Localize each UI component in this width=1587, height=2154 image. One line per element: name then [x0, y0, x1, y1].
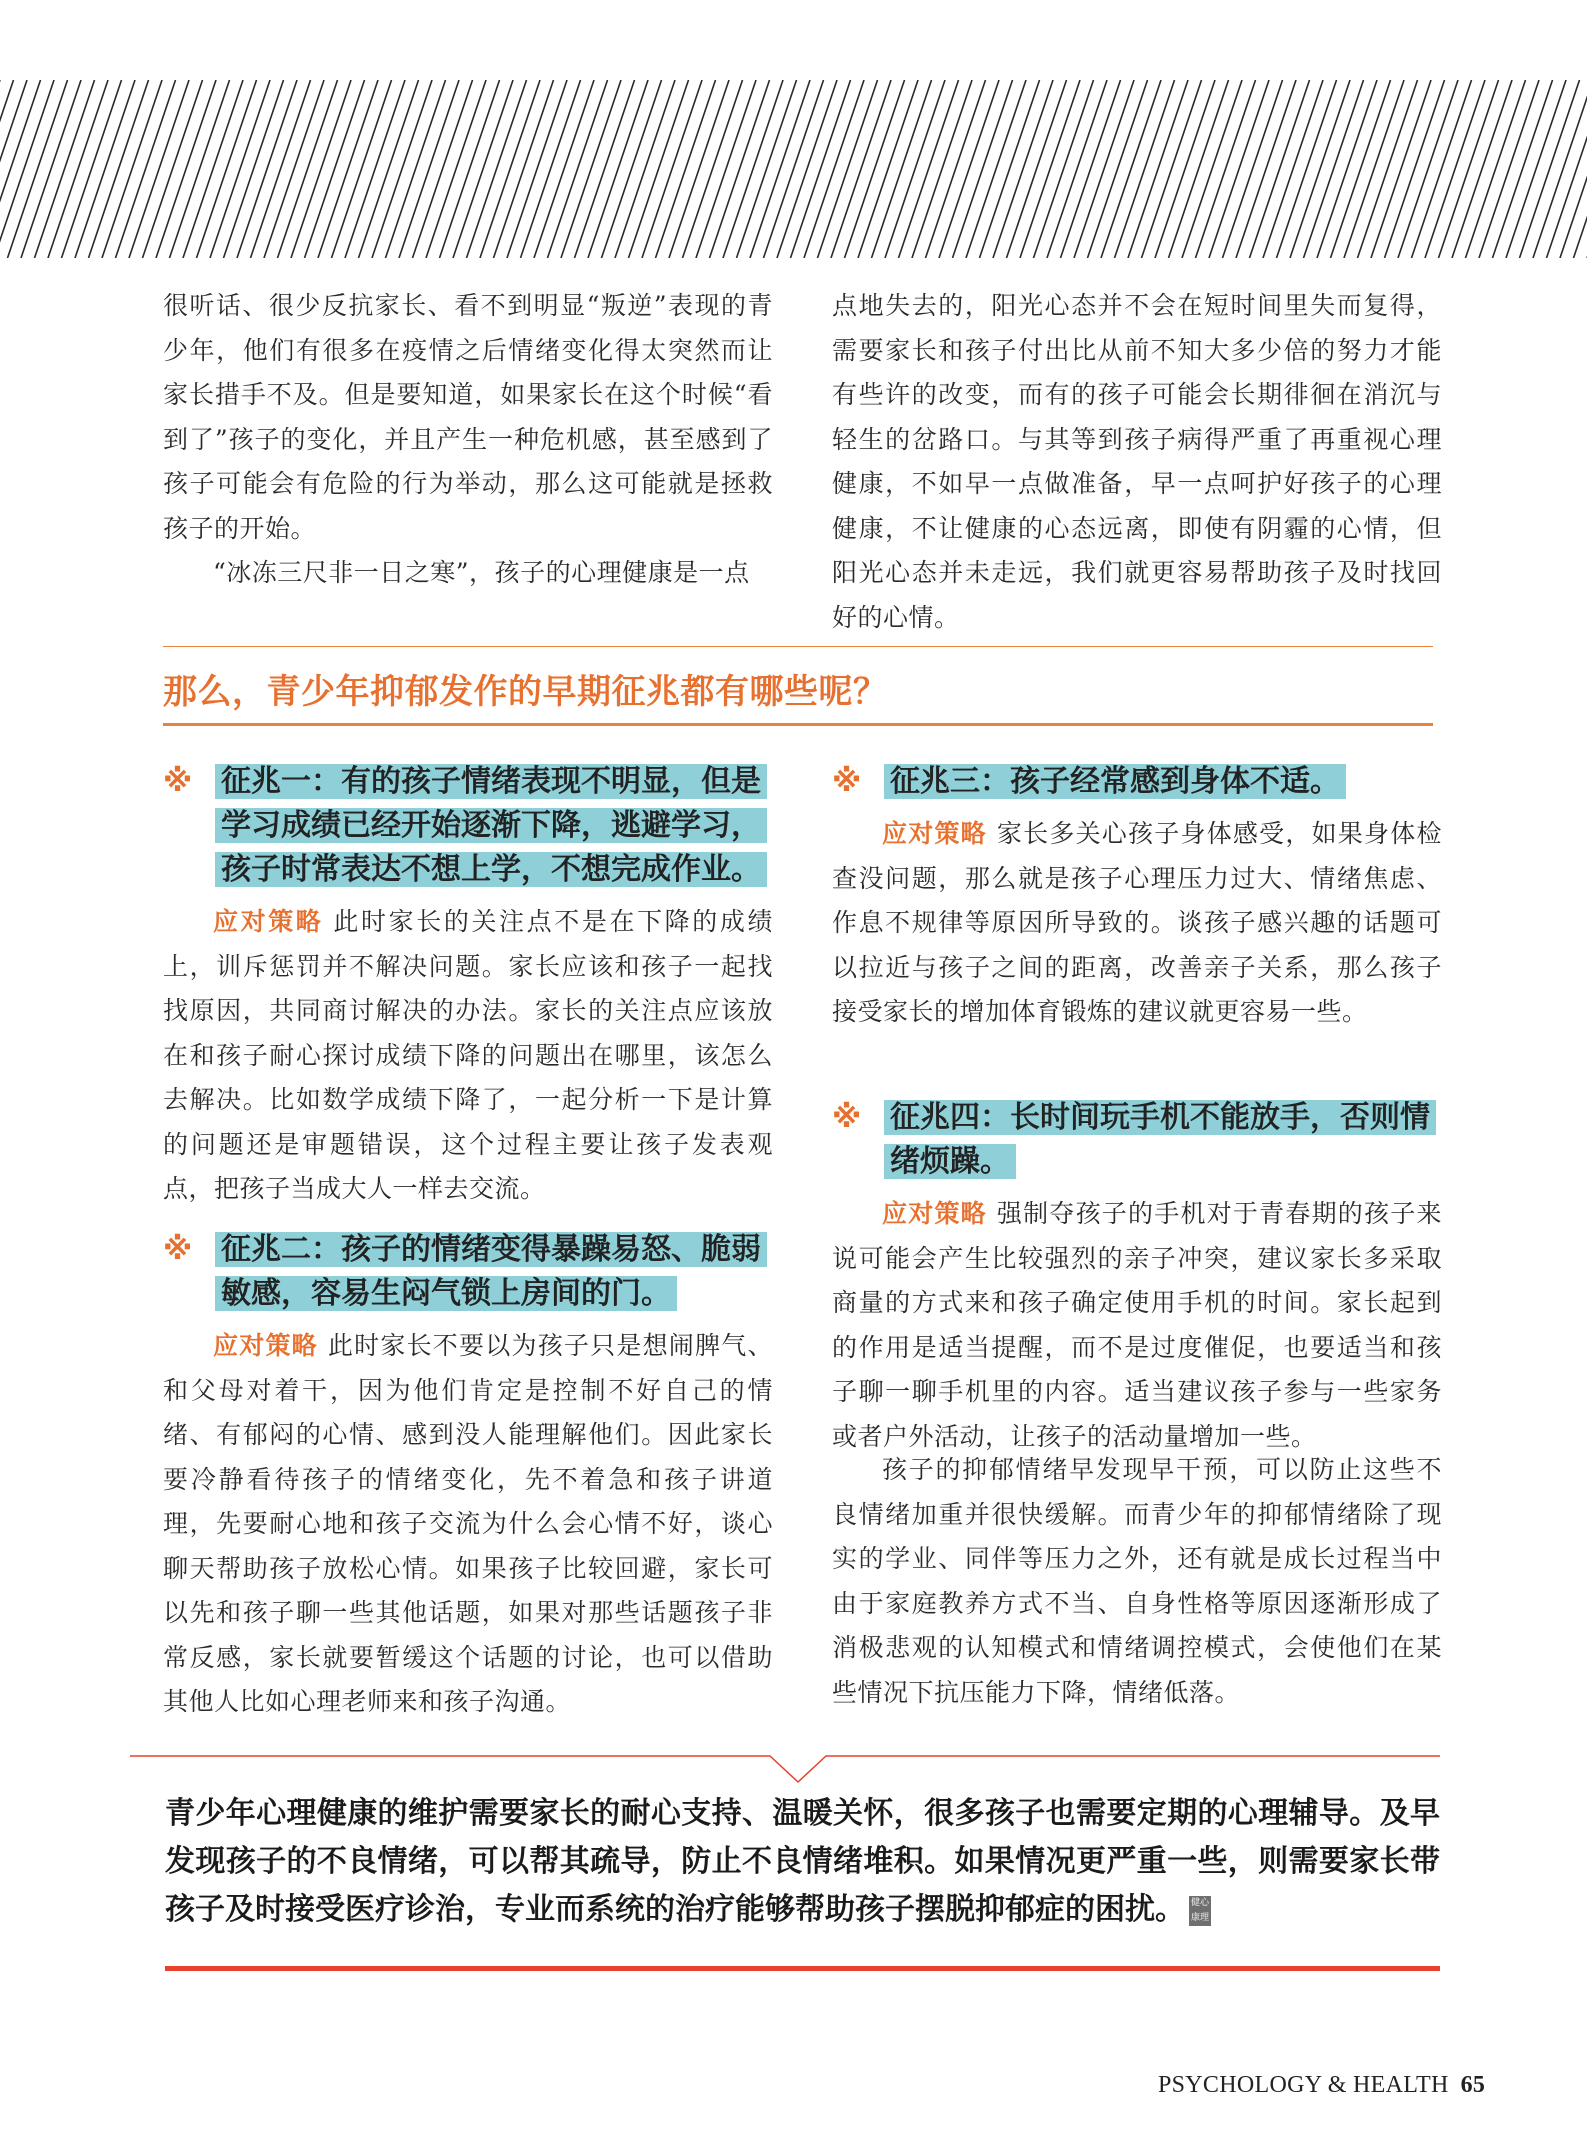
hatch-line: [21, 80, 81, 258]
hatch-line: [224, 80, 284, 258]
sign-heading: [832, 760, 1442, 804]
sign-heading-text: 征兆一：有的孩子情绪表现不明显，但是学习成绩已经开始逐渐下降，逃避学习，孩子时常表达不想上学，不想完成作业。: [215, 764, 767, 887]
hatch-line: [548, 80, 608, 258]
hatch-line: [183, 80, 243, 258]
hatch-line: [710, 80, 770, 258]
strategy-label: 应对策略: [882, 819, 987, 848]
hatch-line: [210, 80, 270, 258]
hatch-line: [237, 80, 297, 258]
hatch-line: [764, 80, 824, 258]
hatch-line: [143, 80, 203, 258]
hatch-line: [0, 80, 41, 258]
hatch-line: [1088, 80, 1148, 258]
intro-right-column: [832, 284, 1442, 640]
hatch-line: [1304, 80, 1364, 258]
reference-mark-icon: ※: [163, 764, 193, 799]
hatch-line: [939, 80, 999, 258]
hatch-line: [588, 80, 648, 258]
hatch-line: [170, 80, 230, 258]
sign-heading: [163, 1228, 773, 1316]
hatch-line: [1007, 80, 1067, 258]
strategy-label: 应对策略: [213, 907, 324, 936]
hatch-line: [1466, 80, 1526, 258]
hatch-line: [737, 80, 797, 258]
hatch-line: [1533, 80, 1587, 258]
hatch-line: [1290, 80, 1350, 258]
strategy-paragraph: [832, 1192, 1442, 1459]
hatch-line: [386, 80, 446, 258]
hatch-line: [953, 80, 1013, 258]
hatch-line: [1452, 80, 1512, 258]
hatch-line: [75, 80, 135, 258]
hatch-line: [1506, 80, 1566, 258]
hatch-line: [818, 80, 878, 258]
hatch-line: [332, 80, 392, 258]
strategy-text: 此时家长的关注点不是在下降的成绩上，训斥惩罚并不解决问题。家长应该和孩子一起找找原因，共同商讨解决的办法。家长的关注点应该放在和孩子耐心探讨成绩下降的问题出在哪里，该怎么去解决。比如数学成绩下降了，一起分析一下是计算的问题还是审题错误，这个过程主要让孩子发表观点，把孩子当成大人一样去交流。: [163, 907, 773, 1203]
strategy-label: 应对策略: [882, 1199, 987, 1228]
hatch-line: [1223, 80, 1283, 258]
hatch-line: [1331, 80, 1391, 258]
magazine-name: PSYCHOLOGY & HEALTH: [1158, 2072, 1449, 2098]
sign-heading-text: 征兆三：孩子经常感到身体不适。: [884, 764, 1346, 799]
hatch-line: [912, 80, 972, 258]
section-title: 那么，青少年抑郁发作的早期征兆都有哪些呢？: [163, 672, 888, 712]
decorative-hatch-band: [0, 80, 1587, 258]
hatch-line: [575, 80, 635, 258]
hatch-line: [1182, 80, 1242, 258]
hatch-line: [615, 80, 675, 258]
hatch-line: [359, 80, 419, 258]
hatch-line: [1115, 80, 1175, 258]
closing-paragraph: 孩子的抑郁情绪早发现早干预，可以防止这些不良情绪加重并很快缓解。而青少年的抑郁情绪除了现实的学业、同伴等压力之外，还有就是成长过程当中由于家庭教养方式不当、自身性格等原因逐渐形成了消极悲观的认知模式和情绪调控模式，会使他们在某些情况下抗压能力下降，情绪低落。: [832, 1455, 1442, 1707]
reference-mark-icon: ※: [163, 1232, 193, 1267]
sign-heading: [163, 760, 773, 892]
hatch-line: [534, 80, 594, 258]
hatch-line: [1061, 80, 1121, 258]
end-seal-icon: 健心康理: [1189, 1896, 1211, 1926]
hatch-line: [872, 80, 932, 258]
strategy-paragraph: [163, 1324, 773, 1725]
hatch-line: [1236, 80, 1296, 258]
hatch-line: [129, 80, 189, 258]
hatch-line: [1398, 80, 1458, 258]
hatch-line: [1047, 80, 1107, 258]
sign-block-2: [163, 1228, 773, 1725]
hatch-line: [642, 80, 702, 258]
sign-block-4: [832, 1096, 1442, 1459]
hatch-line: [845, 80, 905, 258]
summary-callout: [165, 1790, 1440, 1934]
hatch-line: [278, 80, 338, 258]
hatch-line: [831, 80, 891, 258]
hatch-line: [318, 80, 378, 258]
hatch-line: [683, 80, 743, 258]
hatch-line: [656, 80, 716, 258]
strategy-label: 应对策略: [213, 1331, 318, 1360]
intro-paragraph: “冰冻三尺非一日之寒”，孩子的心理健康是一点: [213, 558, 750, 587]
sign-heading-text: 征兆二：孩子的情绪变得暴躁易怒、脆弱敏感，容易生闷气锁上房间的门。: [215, 1232, 767, 1311]
summary-text: 青少年心理健康的维护需要家长的耐心支持、温暖关怀，很多孩子也需要定期的心理辅导。及早发现孩子的不良情绪，可以帮其疏导，防止不良情绪堆积。如果情况更严重一些，则需要家长带孩子及时接受医疗诊治，专业而系统的治疗能够帮助孩子摆脱抑郁症的困扰。: [165, 1796, 1440, 1927]
hatch-line: [35, 80, 95, 258]
hatch-line: [440, 80, 500, 258]
hatch-line: [1574, 80, 1587, 258]
intro-paragraph: 很听话、很少反抗家长、看不到明显“叛逆”表现的青少年，他们有很多在疫情之后情绪变化得太突然而让家长措手不及。但是要知道，如果家长在这个时候“看到了”孩子的变化，并且产生一种危机感，甚至感到了孩子可能会有危险的行为举动，那么这可能就是拯救孩子的开始。: [163, 291, 773, 543]
notched-divider: [130, 1755, 1440, 1785]
hatch-line: [1493, 80, 1553, 258]
hatch-line: [1412, 80, 1472, 258]
intro-left-column: [163, 284, 773, 596]
hatch-line: [1358, 80, 1418, 258]
hatch-line: [750, 80, 810, 258]
hatch-line: [251, 80, 311, 258]
hatch-line: [885, 80, 945, 258]
hatch-line: [1101, 80, 1161, 258]
sign-heading-text: 征兆四：长时间玩手机不能放手，否则情绪烦躁。: [884, 1100, 1436, 1179]
hatch-line: [1074, 80, 1134, 258]
hatch-line: [1263, 80, 1323, 258]
hatch-line: [791, 80, 851, 258]
hatch-line: [926, 80, 986, 258]
hatch-line: [0, 80, 14, 258]
hatch-line: [62, 80, 122, 258]
hatch-line: [966, 80, 1026, 258]
reference-mark-icon: ※: [832, 1100, 862, 1135]
section-rule-bottom: [163, 723, 1433, 726]
hatch-line: [426, 80, 486, 258]
page-number: 65: [1460, 2072, 1486, 2098]
hatch-line: [1169, 80, 1229, 258]
hatch-line: [8, 80, 68, 258]
hatch-line: [507, 80, 567, 258]
hatch-line: [1520, 80, 1580, 258]
hatch-line: [1155, 80, 1215, 258]
hatch-line: [156, 80, 216, 258]
hatch-line: [480, 80, 540, 258]
intro-paragraph: 点地失去的，阳光心态并不会在短时间里失而复得，需要家长和孩子付出比从前不知大多少倍的努力才能有些许的改变，而有的孩子可能会长期徘徊在消沉与轻生的岔路口。与其等到孩子病得严重了再重视心理健康，不如早一点做准备，早一点呵护好孩子的心理健康，不让健康的心态远离，即使有阴霾的心情，但阳光心态并未走远，我们就更容易帮助孩子及时找回好的心情。: [832, 291, 1442, 632]
hatch-line: [1385, 80, 1445, 258]
sign-block-1: [163, 760, 773, 1212]
hatch-line: [89, 80, 149, 258]
hatch-line: [116, 80, 176, 258]
hatch-line: [494, 80, 554, 258]
hatch-line: [561, 80, 621, 258]
strategy-text: 此时家长不要以为孩子只是想闹脾气、和父母对着干，因为他们肯定是控制不好自己的情绪、有郁闷的心情、感到没人能理解他们。因此家长要冷静看待孩子的情绪变化，先不着急和孩子讲道理，先要耐心地和孩子交流为什么会心情不好，谈心聊天帮助孩子放松心情。如果孩子比较回避，家长可以先和孩子聊一些其他话题，如果对那些话题孩子非常反感，家长就要暂缓这个话题的讨论，也可以借助其他人比如心理老师来和孩子沟通。: [163, 1331, 773, 1716]
hatch-line: [1250, 80, 1310, 258]
strategy-paragraph: [832, 812, 1442, 1035]
hatch-line: [804, 80, 864, 258]
hatch-line: [1371, 80, 1431, 258]
hatch-line: [1317, 80, 1377, 258]
reference-mark-icon: ※: [832, 764, 862, 799]
hatch-line: [1479, 80, 1539, 258]
strategy-text: 强制夺孩子的手机对于青春期的孩子来说可能会产生比较强烈的亲子冲突，建议家长多采取商量的方式来和孩子确定使用手机的时间。家长起到的作用是适当提醒，而不是过度催促，也要适当和孩子聊一聊手机里的内容。适当建议孩子参与一些家务或者户外活动，让孩子的活动量增加一些。: [832, 1199, 1442, 1451]
sign-block-3: [832, 760, 1442, 1035]
hatch-line: [1425, 80, 1485, 258]
hatch-line: [197, 80, 257, 258]
sign-heading: [832, 1096, 1442, 1184]
hatch-line: [0, 80, 54, 258]
hatch-line: [399, 80, 459, 258]
hatch-line: [1439, 80, 1499, 258]
hatch-line: [1277, 80, 1337, 258]
hatch-line: [777, 80, 837, 258]
hatch-line: [1196, 80, 1256, 258]
hatch-line: [980, 80, 1040, 258]
hatch-line: [48, 80, 108, 258]
strategy-text: 家长多关心孩子身体感受，如果身体检查没问题，那么就是孩子心理压力过大、情绪焦虑、作息不规律等原因所导致的。谈孩子感兴趣的话题可以拉近与孩子之间的距离，改善亲子关系，那么孩子接受家长的增加体育锻炼的建议就更容易一些。: [832, 819, 1442, 1026]
hatch-line: [264, 80, 324, 258]
hatch-line: [1020, 80, 1080, 258]
hatch-line: [669, 80, 729, 258]
hatch-line: [1142, 80, 1202, 258]
hatch-line: [291, 80, 351, 258]
hatch-line: [467, 80, 527, 258]
hatch-line: [858, 80, 918, 258]
summary-rule: [165, 1966, 1440, 1971]
hatch-line: [1209, 80, 1269, 258]
hatch-line: [993, 80, 1053, 258]
section-rule-top: [163, 646, 1433, 647]
hatch-line: [1547, 80, 1587, 258]
hatch-line: [521, 80, 581, 258]
hatch-line: [102, 80, 162, 258]
hatch-line: [1034, 80, 1094, 258]
hatch-line: [723, 80, 783, 258]
hatch-line: [629, 80, 689, 258]
page-footer: [1158, 2072, 1485, 2099]
strategy-paragraph: [163, 900, 773, 1212]
hatch-line: [413, 80, 473, 258]
hatch-line: [696, 80, 756, 258]
hatch-line: [453, 80, 513, 258]
hatch-line: [1344, 80, 1404, 258]
hatch-line: [345, 80, 405, 258]
hatch-line: [899, 80, 959, 258]
hatch-line: [602, 80, 662, 258]
hatch-line: [372, 80, 432, 258]
hatch-line: [305, 80, 365, 258]
hatch-line: [1128, 80, 1188, 258]
